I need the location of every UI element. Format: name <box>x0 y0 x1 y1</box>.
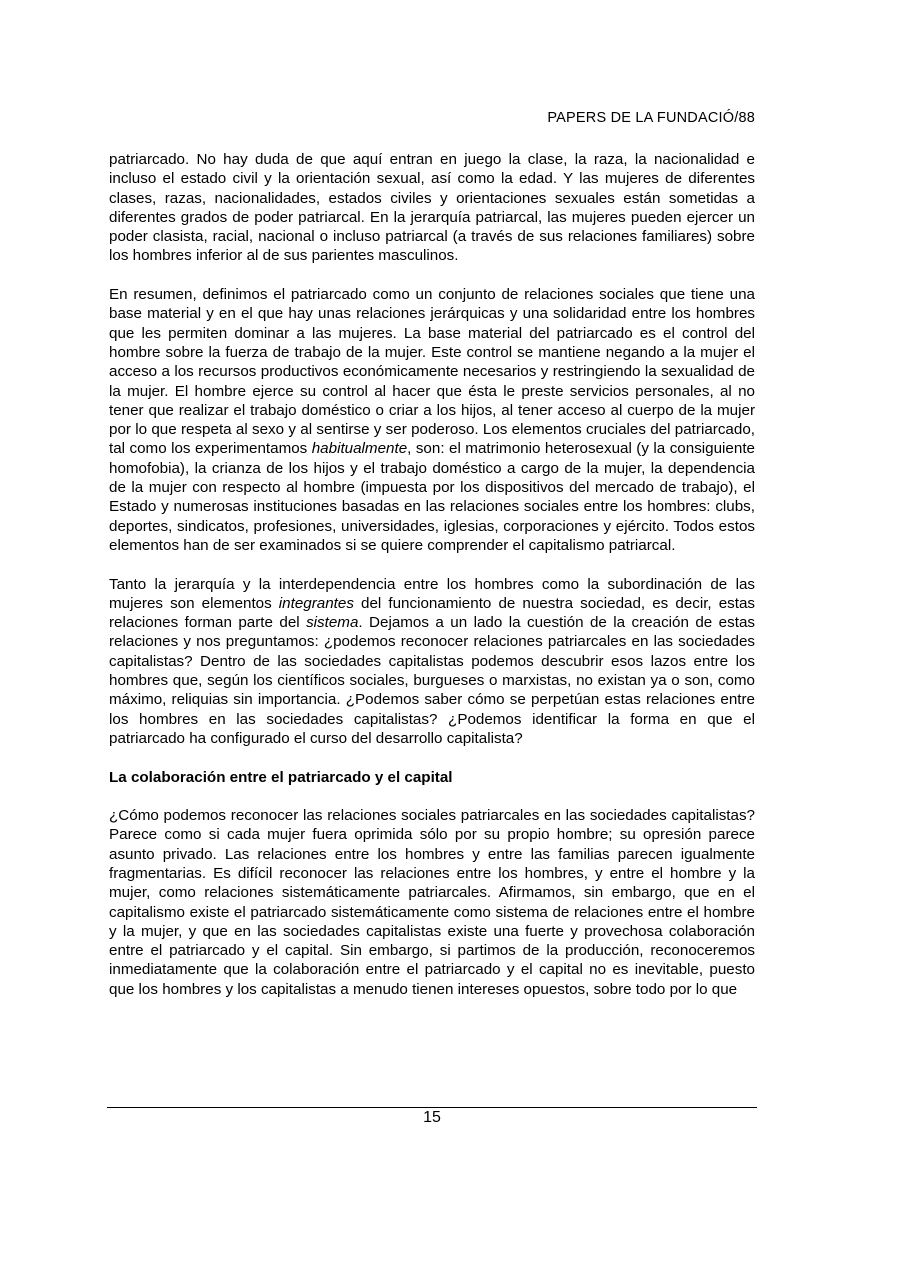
footer-divider <box>107 1107 757 1108</box>
paragraph-3-part-a: Tanto la jerarquía y la interdependencia entre los hombres como la subordinación de las mujeres son elementos <box>109 575 755 612</box>
paragraph-3-part-b: del funcionamiento de nuestra sociedad, es decir, estas relaciones forman parte del <box>109 594 756 632</box>
page-number: 15 <box>423 1109 441 1126</box>
paragraph-2 <box>109 285 755 555</box>
emphasis-habitualmente: habitualmente <box>311 440 408 458</box>
paragraph-2-part-a: En resumen, definimos el patriarcado como un conjunto de relaciones sociales que tiene una base material y en el que hay unas relaciones jerárquicas y una solidaridad entre los hombres que les permiten dominar a las mujeres. La base material del patriarcado es el control del hombre sobre la fuerza de trabajo de la mujer. Este control se mantiene negando a la mujer el acceso a los recursos productivos económicamente necesarios y restringiendo la sexualidad de la mujer. El hombre ejerce su control al hacer que ésta le preste servicios personales, al no tener que realizar el trabajo doméstico o criar a los hijos, al tener acceso al cuerpo de la mujer por lo que respeta al sexo y al sentirse y ser poderoso. Los elementos cruciales del patriarcado, tal como los experimentamos <box>109 286 755 458</box>
paragraph-4: ¿Cómo podemos reconocer las relaciones sociales patriarcales en las sociedades capitalistas? Parece como si cada mujer fuera oprimida sólo por su propio hombre; su opresión parece asunto privado. Las relaciones entre los hombres y entre las familias parecen igualmente fragmentarias. Es difícil reconocer las relaciones entre los hombres, y entre el hombre y la mujer, como relaciones sistemáticamente patriarcales. Afirmamos, sin embargo, que en el capitalismo existe el patriarcado sistemáticamente como sistema de relaciones entre el hombre y la mujer, y que en las sociedades capitalistas existe una fuerte y provechosa colaboración entre el patriarcado y el capital. Sin embargo, si partimos de la producción, reconoceremos inmediatamente que la colaboración entre el patriarcado y el capital no es inevitable, puesto que los hombres y los capitalistas a menudo tienen intereses opuestos, sobre todo por lo que <box>109 807 755 998</box>
paragraph-3 <box>109 575 755 749</box>
emphasis-sistema: sistema <box>306 614 359 632</box>
paragraph-3-part-c: . Dejamos a un lado la cuestión de la creación de estas relaciones y nos preguntamos: ¿podemos reconocer relaciones patriarcales en las sociedades capitalistas? Dentro de las sociedades capitalistas podemos descubrir esos lazos entre los hombres que, según los científicos sociales, burgueses o marxistas, no existan ya o son, como máximo, reliquias sin importancia. ¿Podemos saber cómo se perpetúan estas relaciones entre los hombres en las sociedades capitalistas? ¿Podemos identificar la forma en que el patriarcado ha configurado el curso del desarrollo capitalista? <box>109 614 755 747</box>
running-header: PAPERS DE LA FUNDACIÓ/88 <box>547 110 755 126</box>
section-heading: La colaboración entre el patriarcado y el capital <box>109 768 453 786</box>
paragraph-2-part-b: , son: el matrimonio heterosexual (y la consiguiente homofobia), la crianza de los hijos y el trabajo doméstico a cargo de la mujer, la dependencia de la mujer con respecto al hombre (impuesta por los dispositivos del mercado de trabajo), el Estado y numerosas instituciones basadas en las relaciones sociales entre los hombres: clubs, deportes, sindicatos, profesiones, universidades, iglesias, corporaciones y ejército. Todos estos elementos han de ser examinados si se quiere comprender el capitalismo patriarcal. <box>109 440 755 554</box>
body-text <box>109 150 755 1018</box>
emphasis-integrantes: integrantes <box>278 594 354 612</box>
paragraph-1: patriarcado. No hay duda de que aquí entran en juego la clase, la raza, la nacionalidad e incluso el estado civil y la orientación sexual, así como la edad. Y las mujeres de diferentes clases, razas, nacionalidades, estados civiles y orientaciones sexuales están sometidas a diferentes grados de poder patriarcal. En la jerarquía patriarcal, las mujeres pueden ejercer un poder clasista, racial, nacional o incluso patriarcal (a través de sus relaciones familiares) sobre los hombres inferior al de sus parientes masculinos. <box>109 151 755 265</box>
